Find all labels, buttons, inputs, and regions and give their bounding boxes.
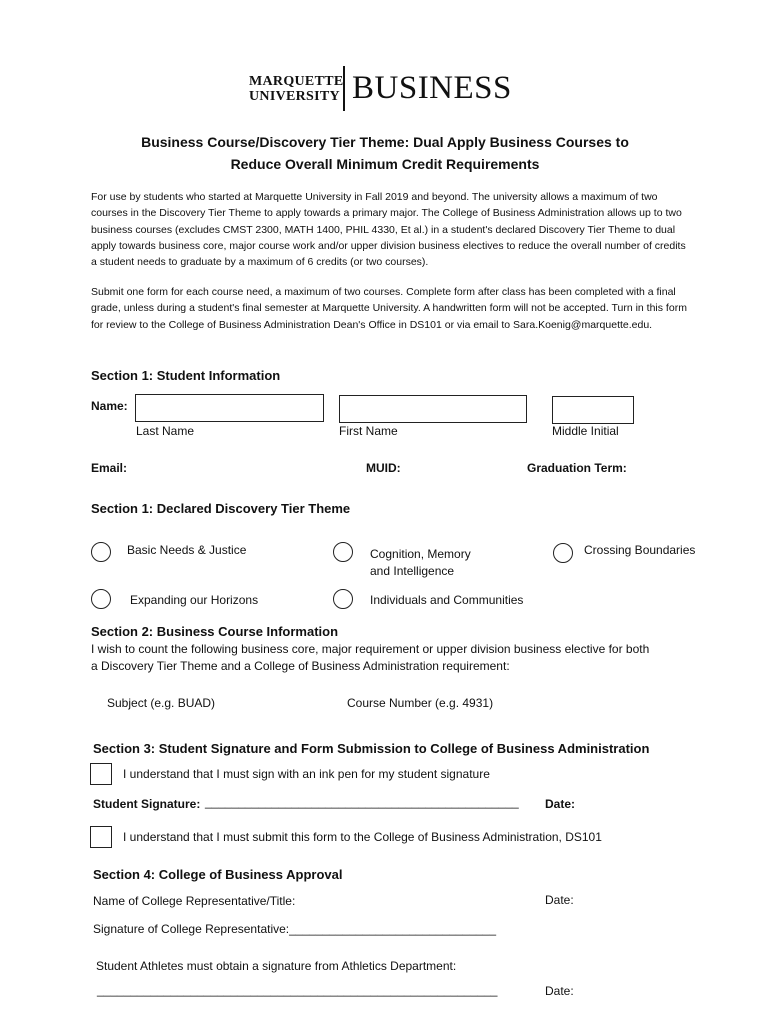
last-name-label: Last Name [136, 424, 195, 438]
subject-label: Subject (e.g. BUAD) [107, 696, 216, 710]
radio-expanding-horizons[interactable] [91, 589, 111, 609]
middle-initial-label: Middle Initial [552, 424, 619, 438]
first-name-input[interactable] [339, 395, 527, 423]
form-title [0, 131, 770, 175]
rep-date-label: Date: [545, 893, 574, 907]
athletes-date-label: Date: [545, 984, 574, 998]
student-signature-label: Student Signature: [93, 797, 201, 811]
radio-individuals-communities[interactable] [333, 589, 353, 609]
section2-description-line1: I wish to count the following business core, major requirement or upper division business elective for both [91, 642, 650, 656]
section1-heading: Section 1: Student Information [91, 368, 281, 383]
muid-input[interactable] [412, 458, 517, 478]
section2-heading: Section 2: Business Course Information [91, 624, 339, 639]
ink-pen-checkbox[interactable] [90, 763, 112, 785]
rep-signature [93, 922, 496, 936]
email-label: Email: [91, 461, 128, 475]
radio-cognition[interactable] [333, 542, 353, 562]
logo-business: BUSINESS [352, 70, 512, 106]
option-expanding-horizons-label: Expanding our Horizons [130, 593, 259, 607]
graduation-term-label: Graduation Term: [527, 461, 627, 475]
intro-paragraph-1: For use by students who started at Marquette University in Fall 2019 and beyond. The university allows a maximum of two courses in the Discovery Tier Theme to apply towards a primary major. The College of Business Administration allows up to two business courses (excludes CMST 2300, MATH 1400, PHIL 4330, Et al.) in a student's declared Discovery Tier Theme to dual apply towards business core, major course work and/or upper division business electives to reduce the overall number of credits a student needs to graduate by a maximum of 6 credits (or two courses). [91, 191, 686, 269]
name-label: Name: [91, 399, 128, 413]
logo-divider [343, 66, 345, 111]
last-name-input[interactable] [135, 394, 324, 422]
radio-crossing-boundaries[interactable] [553, 543, 573, 563]
option-crossing-boundaries-label: Crossing Boundaries [584, 543, 696, 557]
section4-heading: Section 4: College of Business Approval [93, 867, 343, 882]
option-cognition-label [370, 546, 471, 580]
section2-description-line2: a Discovery Tier Theme and a College of Business Administration requirement: [91, 659, 510, 673]
submit-form-statement: I understand that I must submit this form to the College of Business Administration, DS101 [123, 830, 602, 844]
option-cognition-line2: and Intelligence [370, 564, 455, 578]
logo-line2: UNIVERSITY [249, 89, 340, 104]
marquette-logo [249, 74, 344, 104]
rep-signature-label: Signature of College Representative: [93, 922, 290, 936]
athletes-signature-line[interactable]: ____________________________________________________________ [97, 983, 498, 997]
section3-heading: Section 3: Student Signature and Form Submission to College of Business Administration [93, 741, 650, 756]
student-signature-line[interactable]: _______________________________________________ [205, 795, 519, 809]
submit-form-checkbox[interactable] [90, 826, 112, 848]
course-number-label: Course Number (e.g. 4931) [347, 696, 494, 710]
discovery-tier-heading: Section 1: Declared Discovery Tier Theme [91, 501, 351, 516]
muid-label: MUID: [366, 461, 401, 475]
option-cognition-line1: Cognition, Memory [370, 547, 471, 561]
rep-signature-line[interactable]: _______________________________ [289, 922, 497, 936]
option-individuals-communities-label: Individuals and Communities [370, 593, 524, 607]
student-date-label: Date: [545, 797, 576, 811]
title-line1: Business Course/Discovery Tier Theme: Dual Apply Business Courses to [141, 134, 629, 150]
rep-name-label: Name of College Representative/Title: [93, 894, 296, 908]
email-input[interactable] [135, 458, 355, 478]
logo-line1: MARQUETTE [249, 74, 344, 89]
middle-initial-input[interactable] [552, 396, 634, 424]
radio-basic-needs[interactable] [91, 542, 111, 562]
first-name-label: First Name [339, 424, 398, 438]
option-basic-needs-label: Basic Needs & Justice [127, 543, 247, 557]
title-line2: Reduce Overall Minimum Credit Requirements [230, 156, 540, 172]
intro-paragraph-2: Submit one form for each course need, a maximum of two courses. Complete form after class has been completed with a final grade, unless during a student's final semester at Marquette University. A handwritten form will not be accepted. Turn in this form for review to the College of Business Administration Dean's Office in DS101 or via email to Sara.Koenig@marquette.edu. [91, 286, 687, 331]
athletes-note: Student Athletes must obtain a signature from Athletics Department: [96, 959, 457, 973]
ink-pen-statement: I understand that I must sign with an ink pen for my student signature [123, 767, 490, 781]
